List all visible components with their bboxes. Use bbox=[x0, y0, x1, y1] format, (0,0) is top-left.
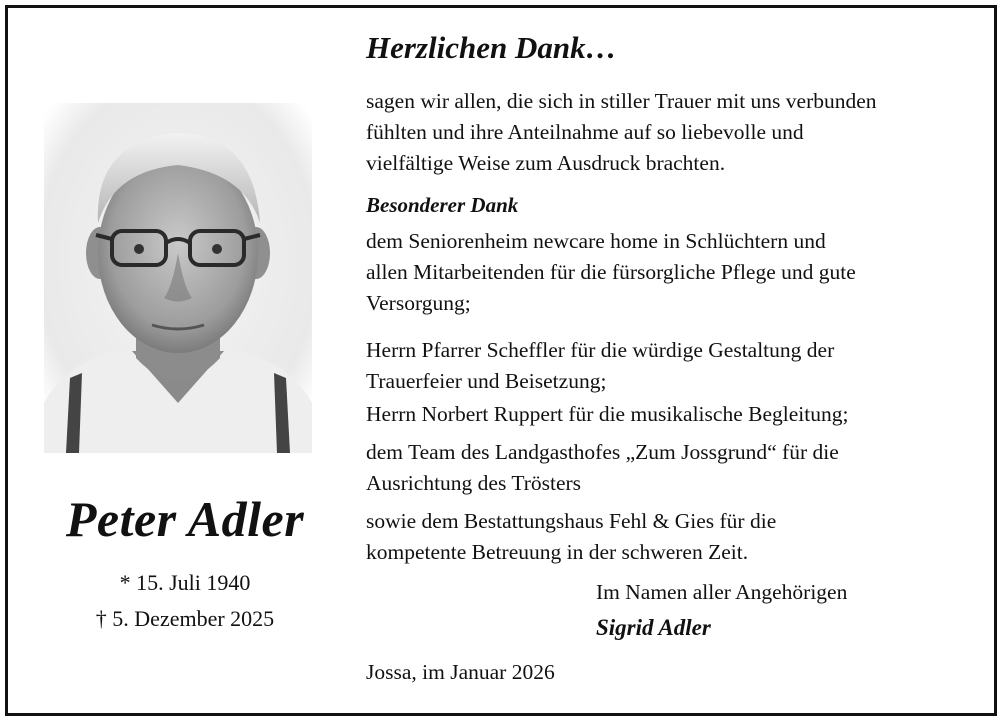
intro-paragraph bbox=[366, 86, 877, 179]
birth-date: * 15. Juli 1940 bbox=[119, 570, 251, 595]
place-date: Jossa, im Januar 2026 bbox=[366, 660, 555, 684]
portrait-photo-image bbox=[44, 103, 312, 453]
special-thanks-heading: Besonderer Dank bbox=[366, 193, 519, 217]
text-line: sowie dem Bestattungshaus Fehl & Gies für die bbox=[366, 509, 777, 533]
text-line: Versorgung; bbox=[366, 291, 471, 315]
thanks-inn bbox=[366, 437, 839, 499]
portrait-photo bbox=[44, 103, 312, 453]
death-date: † 5. Dezember 2025 bbox=[95, 606, 275, 631]
text-line: Herrn Norbert Ruppert für die musikalische Begleitung; bbox=[366, 402, 849, 426]
text-line: Herrn Pfarrer Scheffler für die würdige Gestaltung der bbox=[366, 338, 835, 362]
text-line: dem Seniorenheim newcare home in Schlüchtern und bbox=[366, 229, 826, 253]
text-line: vielfältige Weise zum Ausdruck brachten. bbox=[366, 151, 726, 175]
text-line: Ausrichtung des Trösters bbox=[366, 471, 582, 495]
text-line: Trauerfeier und Beisetzung; bbox=[366, 369, 607, 393]
thanks-musician bbox=[366, 399, 848, 430]
text-line: fühlten und ihre Anteilnahme auf so liebevolle und bbox=[366, 120, 804, 144]
text-line: dem Team des Landgasthofes „Zum Jossgrund“ für die bbox=[366, 440, 839, 464]
text-line: sagen wir allen, die sich in stiller Trauer mit uns verbunden bbox=[366, 89, 877, 113]
thanks-pastor bbox=[366, 335, 834, 397]
thanks-care-home bbox=[366, 226, 856, 319]
thanks-heading: Herzlichen Dank… bbox=[366, 30, 617, 65]
text-line: kompetente Betreuung in der schweren Zeit. bbox=[366, 540, 749, 564]
thanks-funeral-home bbox=[366, 506, 776, 568]
signature-name: Sigrid Adler bbox=[596, 615, 711, 640]
text-line: allen Mitarbeitenden für die fürsorgliche Pflege und gute bbox=[366, 260, 856, 284]
signature-line: Im Namen aller Angehörigen bbox=[596, 580, 848, 604]
deceased-name: Peter Adler bbox=[65, 491, 305, 547]
